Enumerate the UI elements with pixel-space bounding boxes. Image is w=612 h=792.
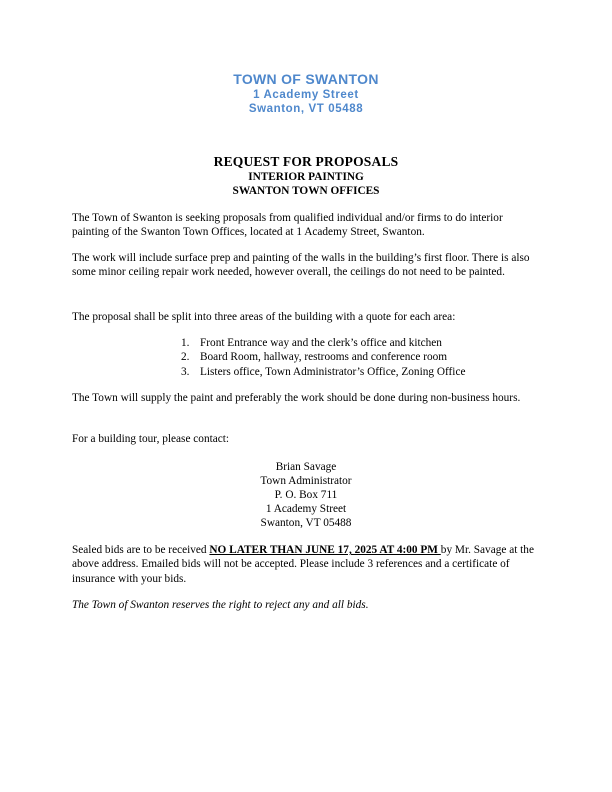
disclaimer-paragraph <box>72 598 542 612</box>
areas-intro-text: The proposal shall be split into three areas of the building with a quote for each area: <box>72 311 456 323</box>
contact-po-box: P. O. Box 711 <box>274 489 338 502</box>
list-item-text: Board Room, hallway, restrooms and conference room <box>200 351 448 364</box>
document-subtitle-2: SWANTON TOWN OFFICES <box>232 185 380 197</box>
areas-intro-paragraph <box>72 310 542 324</box>
contact-street: 1 Academy Street <box>265 503 347 516</box>
contact-role: Town Administrator <box>260 475 352 488</box>
bids-paragraph <box>72 543 542 586</box>
bid-deadline: NO LATER THAN JUNE 17, 2025 AT 4:00 PM <box>209 544 441 556</box>
bids-text-before: Sealed bids are to be received <box>72 544 210 556</box>
document-subtitle-1: INTERIOR PAINTING <box>248 171 364 183</box>
list-item <box>181 350 521 364</box>
scope-paragraph <box>72 251 542 280</box>
list-item-text: Listers office, Town Administrator’s Office, Zoning Office <box>200 365 466 378</box>
bids-text <box>72 543 542 586</box>
contact-name: Brian Savage <box>275 461 337 473</box>
disclaimer-text: The Town of Swanton reserves the right to reject any and all bids. <box>72 599 369 611</box>
list-item-number: 2. <box>181 351 190 364</box>
list-item-number: 1. <box>181 337 190 349</box>
letterhead <box>0 71 612 116</box>
paint-paragraph <box>72 391 542 405</box>
tour-paragraph <box>72 432 542 446</box>
contact-city: Swanton, VT 05488 <box>260 517 352 530</box>
scope-text: The work will include surface prep and painting of the walls in the building’s first floor. There is also some minor ceiling repair work needed, however overall, the ceilings do not need to be painted. <box>72 252 530 279</box>
letterhead-city: Swanton, VT 05488 <box>248 103 364 115</box>
bids-text-after: by Mr. Savage at the above address. Emailed bids will not be accepted. Please include 3 references and a certificate of insurance with your bids. <box>72 544 534 585</box>
list-item-text: Front Entrance way and the clerk’s office and kitchen <box>200 337 442 349</box>
document-title: REQUEST FOR PROPOSALS <box>213 154 399 169</box>
document-title-block <box>0 154 612 198</box>
tour-text: For a building tour, please contact: <box>72 433 230 445</box>
list-item <box>181 336 521 350</box>
contact-block <box>0 460 612 530</box>
areas-list <box>181 336 521 379</box>
list-item-number: 3. <box>181 365 190 378</box>
list-item <box>181 365 521 379</box>
intro-paragraph <box>72 211 542 240</box>
paint-text: The Town will supply the paint and preferably the work should be done during non-business hours. <box>72 392 521 404</box>
intro-text: The Town of Swanton is seeking proposals from qualified individual and/or firms to do interior painting of the Swanton Town Offices, located at 1 Academy Street, Swanton. <box>72 212 503 239</box>
letterhead-street: 1 Academy Street <box>253 89 359 101</box>
letterhead-town: TOWN OF SWANTON <box>233 71 379 87</box>
